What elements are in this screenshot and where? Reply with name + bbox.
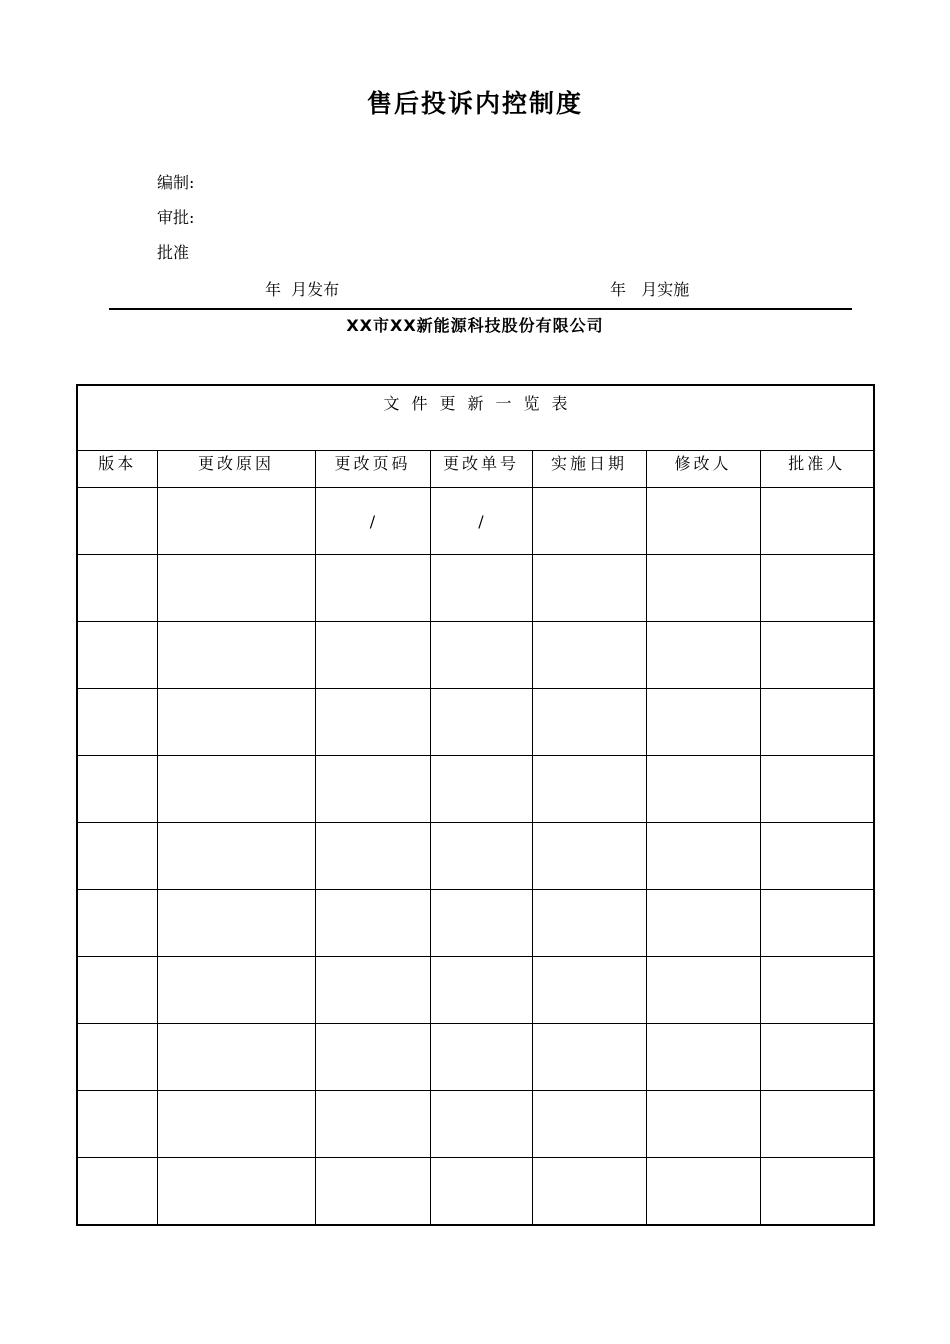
table-cell	[430, 823, 532, 890]
table-cell	[532, 689, 646, 756]
table-cell	[760, 1091, 874, 1158]
table-cell	[760, 622, 874, 689]
table-cell	[430, 756, 532, 823]
table-cell	[646, 823, 760, 890]
table-cell	[77, 1024, 157, 1091]
table-cell	[157, 488, 315, 555]
table-cell	[760, 823, 874, 890]
field-approved-by: 批准	[157, 243, 190, 262]
table-row	[77, 622, 874, 689]
table-cell	[646, 1024, 760, 1091]
implement-date: 年 月实施	[610, 280, 690, 299]
header-divider	[109, 308, 852, 310]
table-cell	[646, 1158, 760, 1226]
table-cell	[430, 622, 532, 689]
header-version: 版本	[77, 451, 157, 488]
header-approver: 批准人	[760, 451, 874, 488]
table-cell	[157, 1024, 315, 1091]
table-cell	[77, 1091, 157, 1158]
table-cell	[532, 756, 646, 823]
table-cell	[532, 1091, 646, 1158]
table-cell	[157, 1158, 315, 1226]
table-cell	[77, 890, 157, 957]
table-cell	[532, 1158, 646, 1226]
table-row	[77, 488, 874, 555]
table-caption: 文件更新一览表	[383, 394, 580, 413]
table-cell	[77, 823, 157, 890]
table-cell	[532, 957, 646, 1024]
table-cell	[760, 488, 874, 555]
table-cell	[315, 1091, 430, 1158]
publish-date: 年 月发布	[265, 280, 340, 299]
table-cell	[157, 957, 315, 1024]
field-compiled-by: 编制:	[157, 173, 195, 192]
table-cell	[430, 1091, 532, 1158]
table-row	[77, 1024, 874, 1091]
table-cell	[157, 555, 315, 622]
table-cell	[157, 622, 315, 689]
table-cell	[157, 1091, 315, 1158]
table-cell	[430, 957, 532, 1024]
table-cell	[157, 689, 315, 756]
table-cell	[646, 756, 760, 823]
table-cell: /	[430, 488, 532, 555]
table-cell	[760, 756, 874, 823]
table-cell	[430, 1158, 532, 1226]
table-cell	[77, 555, 157, 622]
table-cell	[157, 756, 315, 823]
table-row	[77, 957, 874, 1024]
table-cell	[77, 756, 157, 823]
table-cell	[760, 1158, 874, 1226]
table-cell	[430, 689, 532, 756]
table-cell	[315, 1158, 430, 1226]
table-cell	[646, 689, 760, 756]
table-cell	[315, 622, 430, 689]
table-cell	[646, 1091, 760, 1158]
document-title: 售后投诉内控制度	[366, 89, 583, 118]
table-caption-cell	[77, 385, 874, 451]
table-cell	[532, 488, 646, 555]
table-cell	[315, 890, 430, 957]
table-row	[77, 890, 874, 957]
table-cell	[760, 890, 874, 957]
table-cell	[532, 890, 646, 957]
table-cell	[760, 689, 874, 756]
table-cell	[77, 488, 157, 555]
update-log-table	[76, 384, 875, 1226]
table-cell	[315, 689, 430, 756]
table-cell	[315, 756, 430, 823]
table-row	[77, 555, 874, 622]
table-cell	[430, 1024, 532, 1091]
table-cell	[532, 622, 646, 689]
table-cell	[760, 555, 874, 622]
table-row	[77, 823, 874, 890]
company-name: XX市XX新能源科技股份有限公司	[346, 316, 604, 335]
table-cell	[532, 555, 646, 622]
table-row	[77, 689, 874, 756]
table-cell	[532, 1024, 646, 1091]
table-cell	[760, 957, 874, 1024]
table-cell	[315, 1024, 430, 1091]
table-cell	[532, 823, 646, 890]
header-change-number: 更改单号	[430, 451, 532, 488]
table-cell	[315, 823, 430, 890]
table-row	[77, 756, 874, 823]
table-cell	[430, 890, 532, 957]
table-cell	[77, 689, 157, 756]
table-cell	[646, 555, 760, 622]
table-cell	[315, 555, 430, 622]
table-row	[77, 1091, 874, 1158]
table-cell: /	[315, 488, 430, 555]
table-cell	[760, 1024, 874, 1091]
table-cell	[77, 622, 157, 689]
header-modifier: 修改人	[646, 451, 760, 488]
field-reviewed-by: 审批:	[157, 208, 195, 227]
table-cell	[315, 957, 430, 1024]
table-cell	[157, 823, 315, 890]
table-cell	[646, 488, 760, 555]
table-cell	[646, 622, 760, 689]
table-cell	[430, 555, 532, 622]
table-cell	[77, 1158, 157, 1226]
header-change-page: 更改页码	[315, 451, 430, 488]
table-header-row	[77, 451, 874, 488]
table-cell	[157, 890, 315, 957]
table-cell	[77, 957, 157, 1024]
table-cell	[646, 890, 760, 957]
header-change-reason: 更改原因	[157, 451, 315, 488]
table-row	[77, 1158, 874, 1226]
table-cell	[646, 957, 760, 1024]
header-implement-date: 实施日期	[532, 451, 646, 488]
